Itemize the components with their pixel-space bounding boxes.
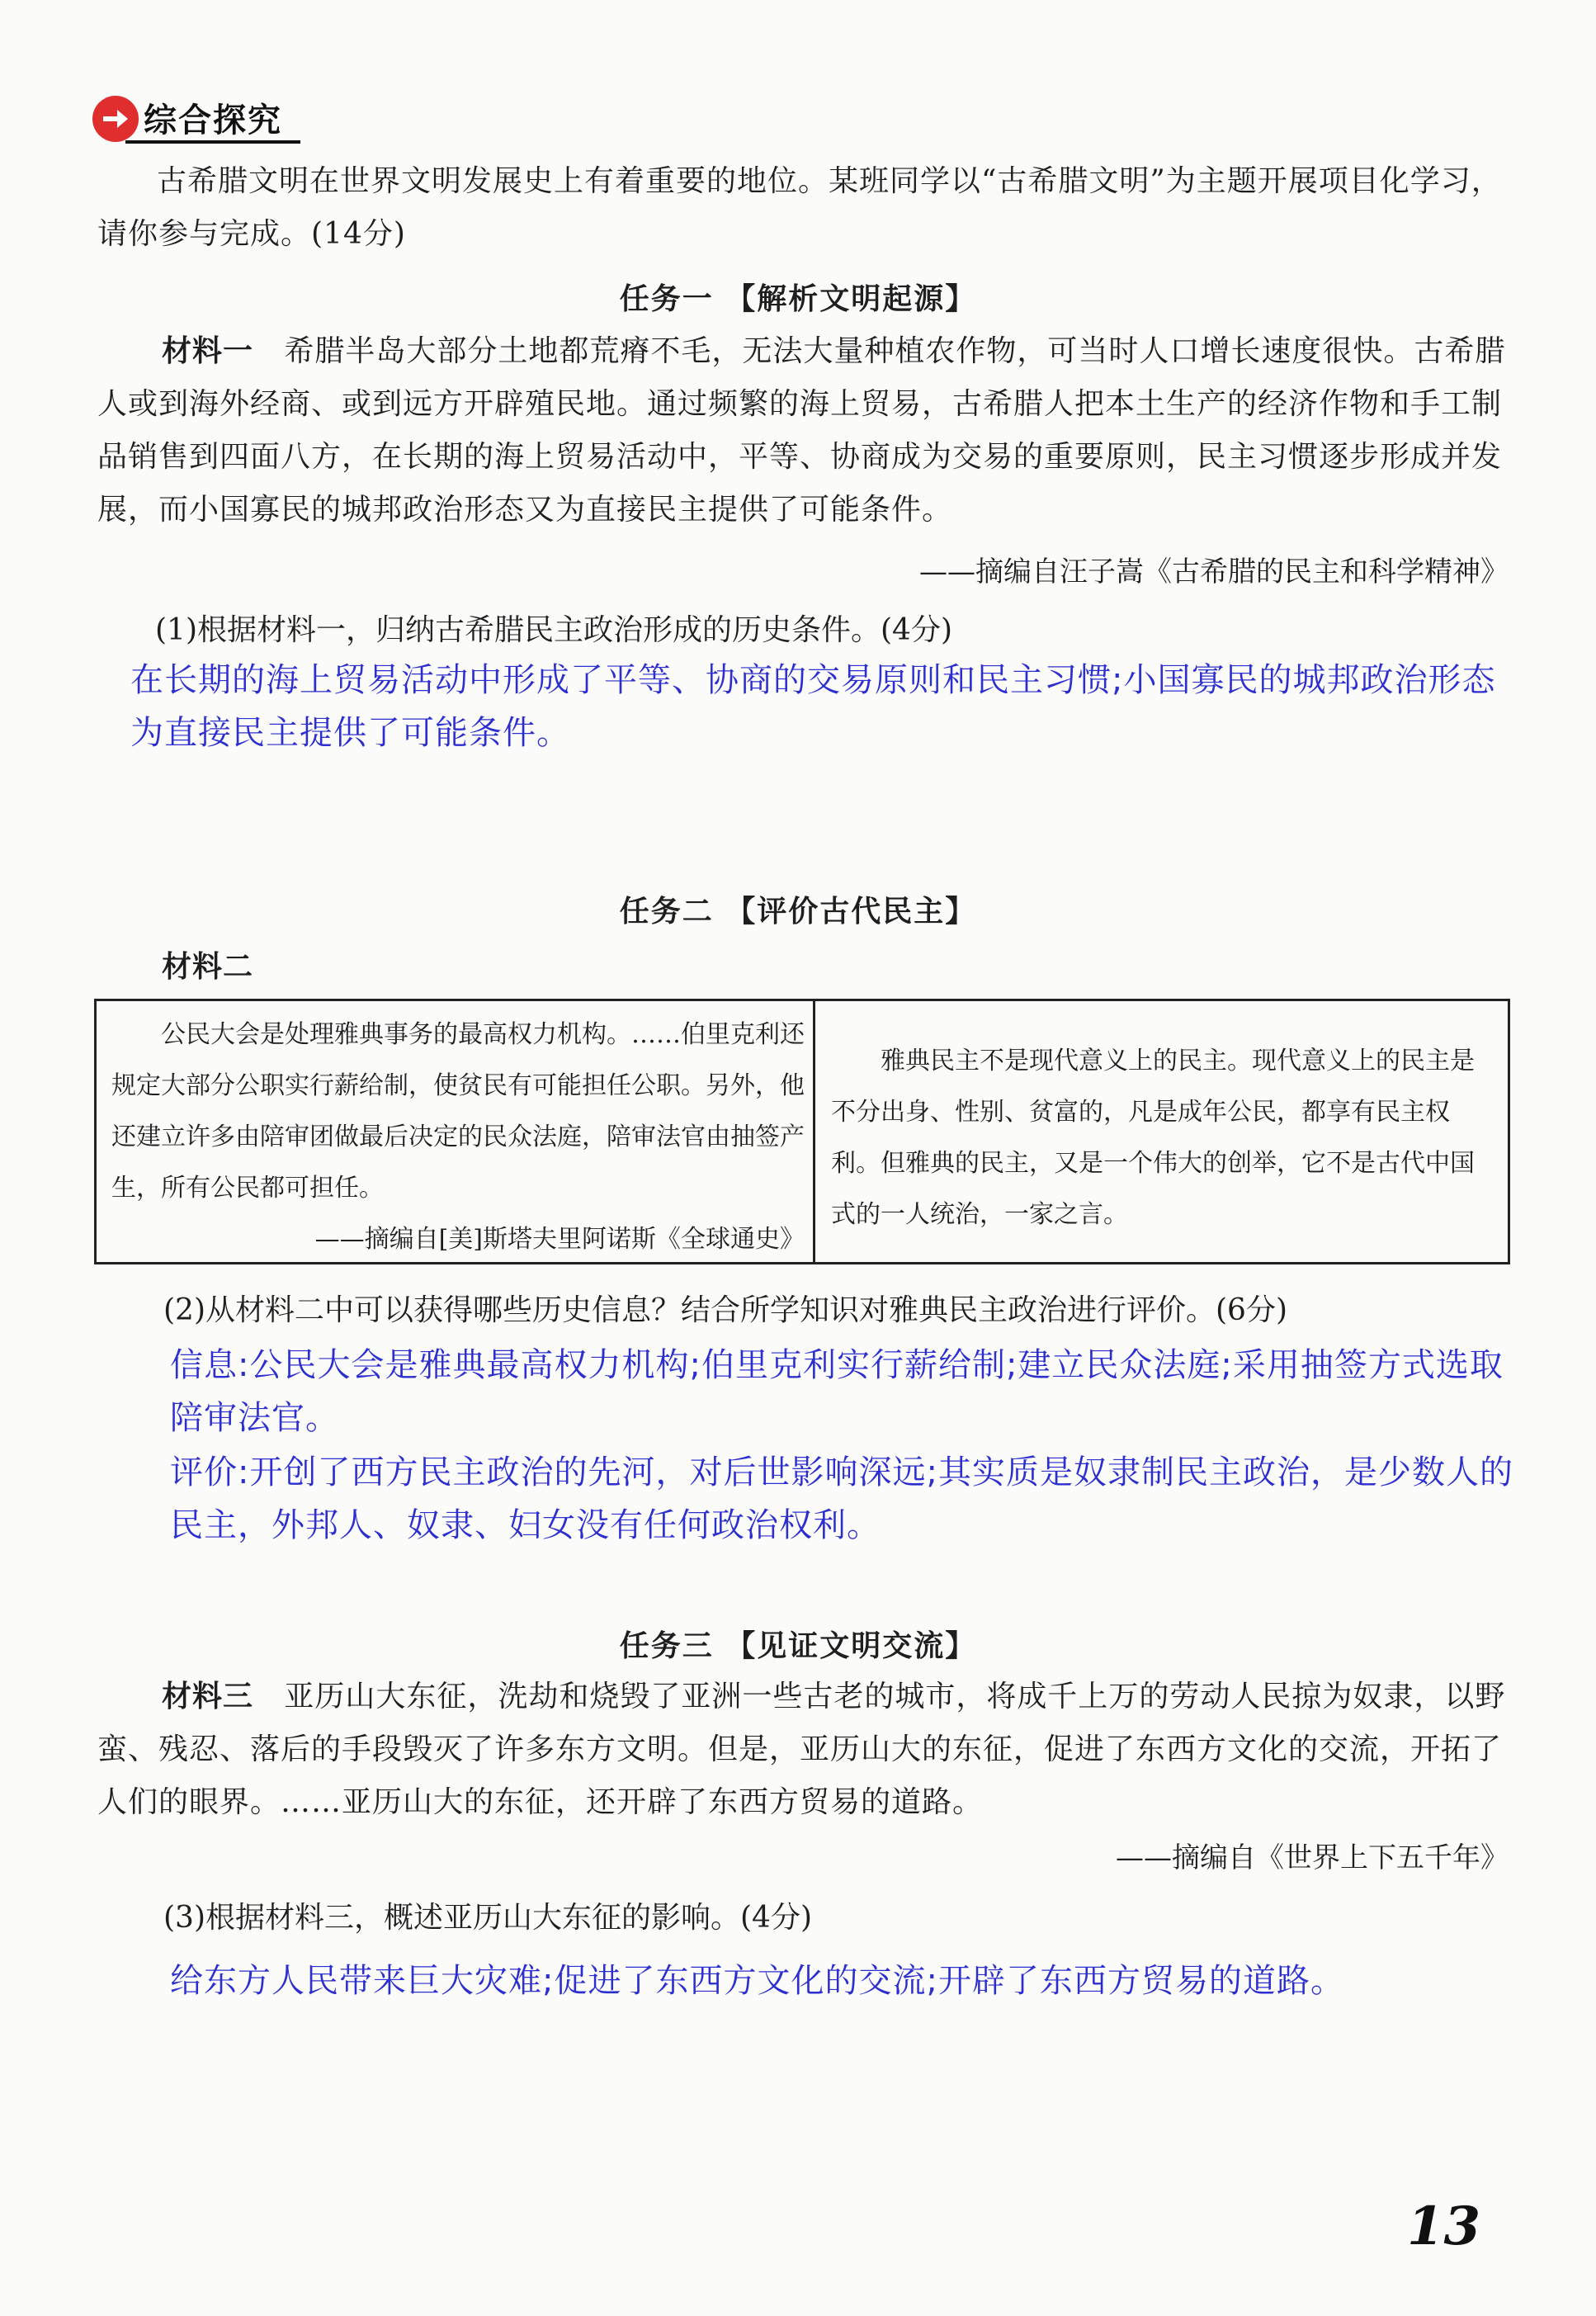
material3-label: 材料三 (162, 1680, 254, 1713)
material2-box (94, 999, 1510, 1264)
section-underline (125, 140, 300, 144)
material3-text: 亚历山大东征，洗劫和烧毁了亚洲一些古老的城市，将成千上万的劳动人民掠为奴隶，以野蛮、残忍、落后的手段毁灭了许多东方文明。但是，亚历山大的东征，促进了东西方文化的交流，开拓了人们的眼界。……亚历山大的东征，还开辟了东西方贸易的道路。 (97, 1680, 1506, 1819)
material2-label: 材料二 (162, 950, 254, 984)
material1-paragraph (97, 325, 1513, 536)
material2-right-text: 雅典民主不是现代意义上的民主。现代意义上的民主是不分出身、性别、贫富的，凡是成年公民，都享有民主权利。但雅典的民主，又是一个伟大的创举，它不是古代中国式的一人统治，一家之言。 (831, 1047, 1475, 1229)
task2-title: 任务二 【评价古代民主】 (619, 895, 977, 929)
material3-source: ——摘编自《世界上下五千年》 (1116, 1841, 1509, 1874)
page-number: 13 (1406, 2195, 1480, 2257)
question-2: (2)从材料二中可以获得哪些历史信息？结合所学知识对雅典民主政治进行评价。(6分) (163, 1293, 1287, 1327)
material3-paragraph (97, 1671, 1513, 1829)
answer-2-eval: 评价:开创了西方民主政治的先河，对后世影响深远;其实质是奴隶制民主政治，是少数人的民主，外邦人、奴隶、妇女没有任何政治权利。 (170, 1453, 1513, 1544)
intro-text: 古希腊文明在世界文明发展史上有着重要的地位。某班同学以“古希腊文明”为主题开展项目化学习，请你参与完成。(14分) (97, 164, 1502, 251)
material2-divider (813, 1001, 815, 1262)
task1-title: 任务一 【解析文明起源】 (619, 282, 977, 316)
material1-label: 材料一 (162, 334, 254, 368)
material1-text: 希腊半岛大部分土地都荒瘠不毛，无法大量种植农作物，可当时人口增长速度很快。古希腊人或到海外经商、或到远方开辟殖民地。通过频繁的海上贸易，古希腊人把本土生产的经济作物和手工制品销售到四面八方，在长期的海上贸易活动中，平等、协商成为交易的重要原则，民主习惯逐步形成并发展，而小国寡民的城邦政治形态又为直接民主提供了可能条件。 (97, 334, 1506, 527)
material2-left-cell (111, 1009, 805, 1265)
material2-right-cell (831, 1036, 1498, 1241)
question-3: (3)根据材料三，概述亚历山大东征的影响。(4分) (163, 1901, 812, 1935)
section-title: 综合探究 (144, 102, 282, 139)
answer-2-info: 信息:公民大会是雅典最高权力机构;伯里克利实行薪给制;建立民众法庭;采用抽签方式选取陪审法官。 (170, 1346, 1504, 1437)
material2-left-source: ——摘编自[美]斯塔夫里阿诺斯《全球通史》 (314, 1225, 805, 1254)
answer-1: 在长期的海上贸易活动中形成了平等、协商的交易原则和民主习惯;小国寡民的城邦政治形态为直接民主提供了可能条件。 (130, 661, 1496, 752)
material2-left-text: 公民大会是处理雅典事务的最高权力机构。……伯里克利还规定大部分公职实行薪给制，使贫民有可能担任公职。另外，他还建立许多由陪审团做最后决定的民众法庭，陪审法官由抽签产生，所有公民都可担任。 (111, 1020, 805, 1203)
section-header (92, 92, 299, 145)
answer-3: 给东方人民带来巨大灾难;促进了东西方文化的交流;开辟了东西方贸易的道路。 (170, 1962, 1344, 2000)
task3-title: 任务三 【见证文明交流】 (619, 1629, 977, 1663)
question-1: (1)根据材料一，归纳古希腊民主政治形成的历史条件。(4分) (155, 613, 952, 647)
arrow-right-icon (92, 96, 139, 142)
material1-source: ——摘编自汪子嵩《古希腊的民主和科学精神》 (919, 555, 1509, 588)
